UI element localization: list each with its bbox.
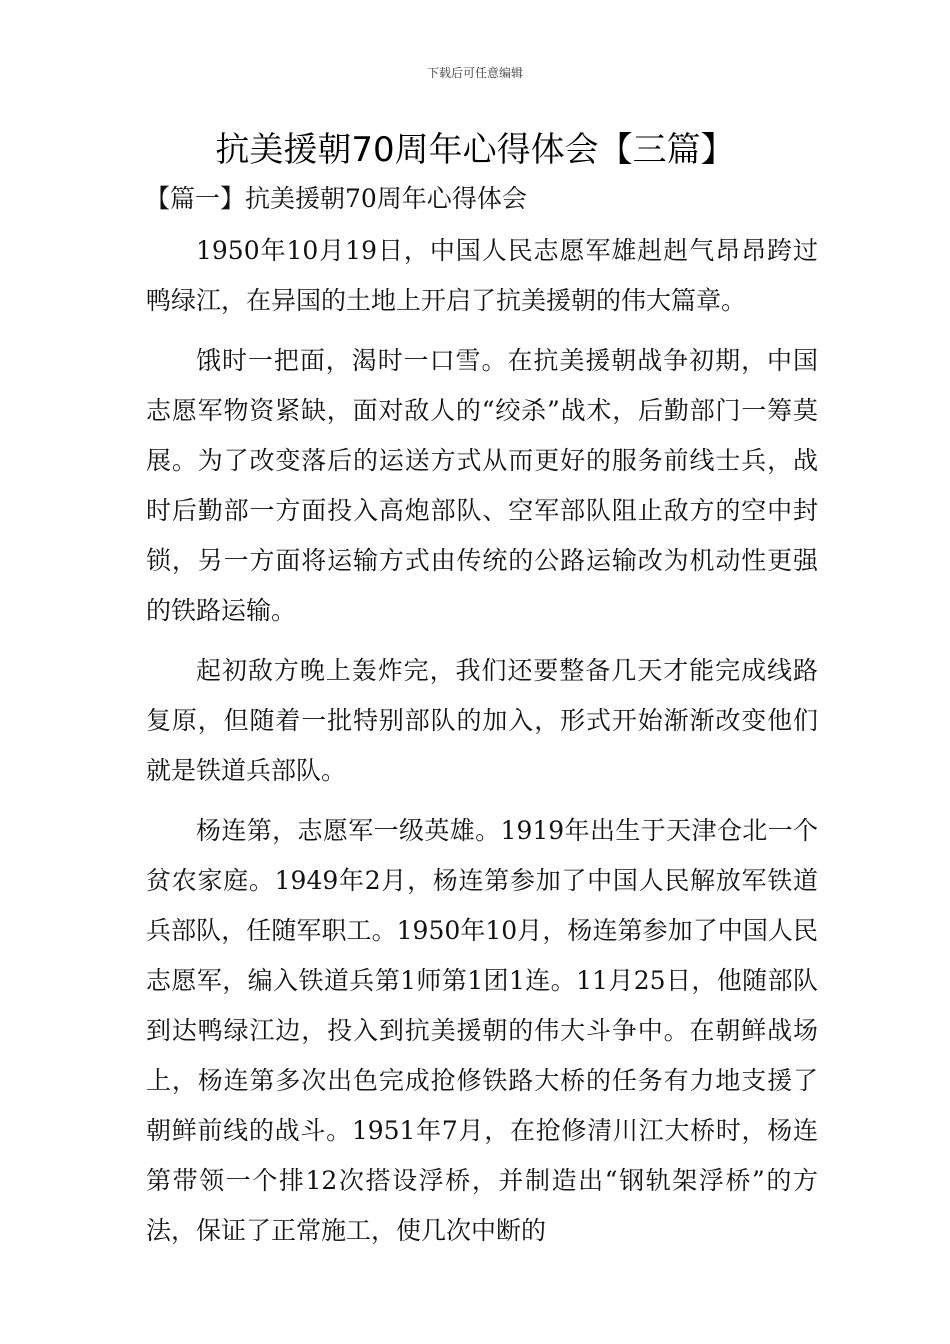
paragraph-1: 1950年10月19日，中国人民志愿军雄赳赳气昂昂跨过鸭绿江，在异国的土地上开启了抗美援朝的伟大篇章。 [146, 236, 818, 315]
document-title: 抗美援朝70周年心得体会【三篇】 [215, 130, 735, 170]
paragraph-3: 起初敌方晚上轰炸完，我们还要整备几天才能完成线路复原，但随着一批特别部队的加入，形式开始渐渐改变他们就是铁道兵部队。 [146, 656, 818, 785]
paragraph-4: 杨连第，志愿军一级英雄。1919年出生于天津仓北一个贫农家庭。1949年2月，杨连第参加了中国人民解放军铁道兵部队，任随军职工。1950年10月，杨连第参加了中国人民志愿军，编入铁道兵第1师第1团1连。11月25日，他随部队到达鸭绿江边，投入到抗美援朝的伟大斗争中。在朝鲜战场上，杨连第多次出色完成抢修铁路大桥的任务有力地支援了朝鲜前线的战斗。1951年7月，在抢修清川江大桥时，杨连第带领一个排12次搭设浮桥，并制造出“钢轨架浮桥”的方法，保证了正常施工，使几次中断的 [146, 816, 818, 1245]
section-heading: 【篇一】抗美援朝70周年心得体会 [145, 184, 527, 213]
header-note: 下载后可任意编辑 [426, 66, 523, 80]
body-text [146, 226, 818, 1266]
paragraph-2: 饿时一把面，渴时一口雪。在抗美援朝战争初期，中国志愿军物资紧缺，面对敌人的“绞杀”战术，后勤部门一筹莫展。为了改变落后的运送方式从而更好的服务前线士兵，战时后勤部一方面投入高炮部队、空军部队阻止敌方的空中封锁，另一方面将运输方式由传统的公路运输改为机动性更强的铁路运输。 [146, 346, 818, 625]
